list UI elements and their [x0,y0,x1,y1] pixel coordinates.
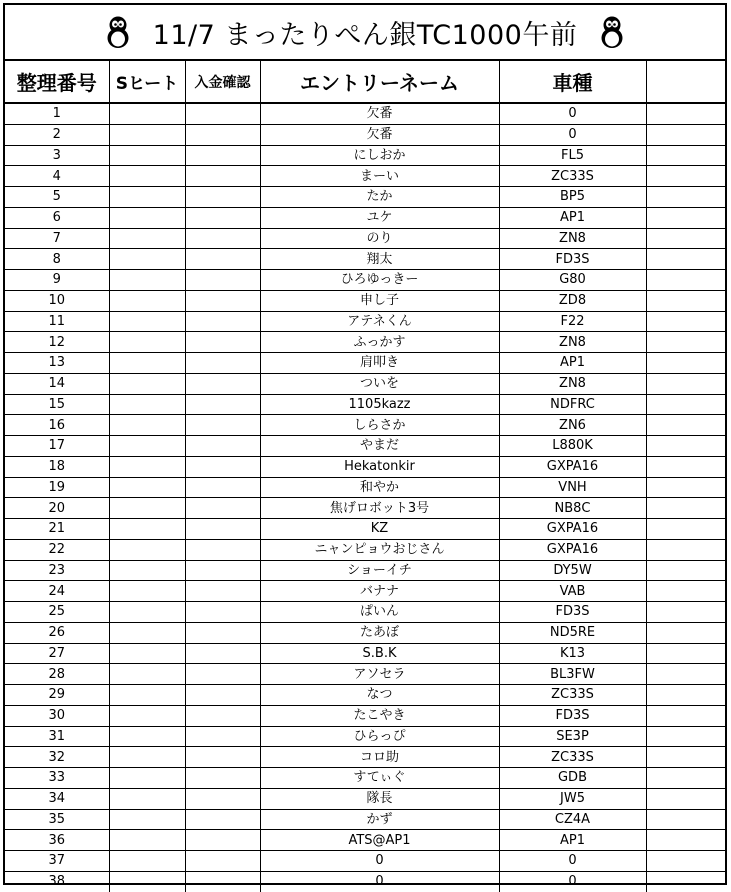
cell-s-heat [109,270,185,291]
cell-number: 21 [5,519,109,540]
cell-payment [185,415,260,436]
cell-car: G80 [499,270,646,291]
cell-s-heat [109,560,185,581]
cell-s-heat [109,166,185,187]
cell-entry-name: かず [260,809,499,830]
cell-number: 26 [5,622,109,643]
cell-number: 18 [5,456,109,477]
cell-s-heat [109,187,185,208]
cell-s-heat [109,145,185,166]
cell-car: 0 [499,851,646,872]
cell-car: FL5 [499,145,646,166]
table-row [5,539,725,560]
cell-payment [185,519,260,540]
cell-payment [185,768,260,789]
cell-s-heat [109,643,185,664]
table-row [5,498,725,519]
cell-payment [185,290,260,311]
cell-entry-name: 和やか [260,477,499,498]
table-row [5,602,725,623]
cell-car: AP1 [499,830,646,851]
cell-payment [185,788,260,809]
cell-entry-name: 申し子 [260,290,499,311]
cell-entry-name: ユケ [260,207,499,228]
cell-car: FD3S [499,602,646,623]
cell-extra [646,249,725,270]
cell-entry-name: ぱいん [260,602,499,623]
cell-entry-name: 肩叩き [260,353,499,374]
table-row [5,332,725,353]
cell-car: 0 [499,124,646,145]
col-header-extra [646,61,725,103]
cell-s-heat [109,705,185,726]
col-header-car: 車種 [499,61,646,103]
cell-s-heat [109,830,185,851]
cell-car: F22 [499,311,646,332]
cell-s-heat [109,415,185,436]
cell-extra [646,830,725,851]
cell-number: 10 [5,290,109,311]
cell-entry-name: のり [260,228,499,249]
cell-payment [185,249,260,270]
cell-payment [185,166,260,187]
cell-extra [646,664,725,685]
cell-entry-name: 翔太 [260,249,499,270]
cell-car: ZC33S [499,685,646,706]
cell-car: VNH [499,477,646,498]
col-header-payment: 入金確認 [185,61,260,103]
cell-extra [646,871,725,891]
table-row [5,477,725,498]
cell-extra [646,436,725,457]
table-row [5,560,725,581]
cell-car: ZC33S [499,166,646,187]
cell-entry-name: 焦げロボット3号 [260,498,499,519]
cell-s-heat [109,353,185,374]
cell-entry-name: ショーイチ [260,560,499,581]
cell-car: SE3P [499,726,646,747]
table-row [5,788,725,809]
cell-car: GXPA16 [499,456,646,477]
cell-entry-name: Hekatonkir [260,456,499,477]
cell-extra [646,415,725,436]
cell-number: 8 [5,249,109,270]
cell-number: 13 [5,353,109,374]
cell-number: 9 [5,270,109,291]
cell-payment [185,436,260,457]
cell-s-heat [109,602,185,623]
cell-number: 16 [5,415,109,436]
table-row [5,394,725,415]
cell-extra [646,851,725,872]
cell-number: 22 [5,539,109,560]
cell-s-heat [109,851,185,872]
table-row [5,685,725,706]
cell-car: AP1 [499,353,646,374]
cell-number: 17 [5,436,109,457]
cell-number: 35 [5,809,109,830]
cell-payment [185,871,260,891]
cell-payment [185,145,260,166]
cell-payment [185,809,260,830]
cell-car: 0 [499,871,646,891]
cell-extra [646,581,725,602]
table-row [5,145,725,166]
table-row [5,270,725,291]
cell-s-heat [109,207,185,228]
cell-s-heat [109,788,185,809]
cell-s-heat [109,332,185,353]
cell-number: 1 [5,103,109,124]
cell-s-heat [109,664,185,685]
cell-number: 33 [5,768,109,789]
cell-s-heat [109,747,185,768]
cell-entry-name: すてぃぐ [260,768,499,789]
cell-number: 23 [5,560,109,581]
col-header-s-heat: Sヒート [109,61,185,103]
cell-s-heat [109,373,185,394]
cell-number: 4 [5,166,109,187]
cell-entry-name: ついを [260,373,499,394]
cell-s-heat [109,394,185,415]
cell-payment [185,726,260,747]
title-bar [5,5,725,61]
cell-entry-name: やまだ [260,436,499,457]
cell-entry-name: KZ [260,519,499,540]
cell-payment [185,187,260,208]
cell-entry-name: 欠番 [260,103,499,124]
cell-entry-name: S.B.K [260,643,499,664]
cell-extra [646,622,725,643]
cell-payment [185,124,260,145]
cell-number: 3 [5,145,109,166]
cell-payment [185,228,260,249]
cell-entry-name: まーい [260,166,499,187]
col-header-entry-name: エントリーネーム [260,61,499,103]
cell-car: GXPA16 [499,539,646,560]
cell-s-heat [109,768,185,789]
table-row [5,519,725,540]
cell-number: 36 [5,830,109,851]
cell-entry-name: なつ [260,685,499,706]
table-row [5,851,725,872]
cell-extra [646,809,725,830]
cell-s-heat [109,124,185,145]
cell-entry-name: 0 [260,851,499,872]
cell-number: 19 [5,477,109,498]
cell-number: 6 [5,207,109,228]
cell-extra [646,290,725,311]
cell-number: 14 [5,373,109,394]
cell-extra [646,726,725,747]
table-row [5,166,725,187]
cell-number: 20 [5,498,109,519]
cell-entry-name: 1105kazz [260,394,499,415]
entry-table [5,61,725,892]
cell-number: 15 [5,394,109,415]
col-header-number: 整理番号 [5,61,109,103]
cell-extra [646,747,725,768]
cell-entry-name: アソセラ [260,664,499,685]
cell-payment [185,685,260,706]
cell-car: ZN6 [499,415,646,436]
cell-entry-name: 0 [260,871,499,891]
cell-extra [646,705,725,726]
cell-entry-name: ニャンピョウおじさん [260,539,499,560]
cell-extra [646,187,725,208]
cell-number: 5 [5,187,109,208]
cell-s-heat [109,498,185,519]
cell-entry-name: コロ助 [260,747,499,768]
cell-number: 29 [5,685,109,706]
cell-car: K13 [499,643,646,664]
cell-s-heat [109,311,185,332]
cell-extra [646,519,725,540]
cell-payment [185,456,260,477]
cell-extra [646,332,725,353]
cell-s-heat [109,685,185,706]
cell-payment [185,643,260,664]
table-row [5,768,725,789]
table-row [5,747,725,768]
header-row [5,61,725,103]
cell-payment [185,560,260,581]
cell-number: 38 [5,871,109,891]
cell-entry-name: しらさか [260,415,499,436]
cell-payment [185,851,260,872]
cell-car: DY5W [499,560,646,581]
table-row [5,726,725,747]
cell-car: 0 [499,103,646,124]
cell-payment [185,394,260,415]
cell-entry-name: バナナ [260,581,499,602]
cell-car: FD3S [499,249,646,270]
cell-s-heat [109,456,185,477]
cell-payment [185,539,260,560]
cell-payment [185,664,260,685]
cell-entry-name: たこやき [260,705,499,726]
cell-car: GDB [499,768,646,789]
cell-s-heat [109,809,185,830]
cell-extra [646,643,725,664]
cell-number: 24 [5,581,109,602]
table-row [5,436,725,457]
cell-entry-name: 隊長 [260,788,499,809]
cell-s-heat [109,519,185,540]
cell-s-heat [109,581,185,602]
cell-extra [646,477,725,498]
cell-car: ND5RE [499,622,646,643]
table-row [5,124,725,145]
cell-payment [185,332,260,353]
page-title: 11/7 まったりぺん銀TC1000午前 [152,19,578,51]
cell-payment [185,498,260,519]
cell-entry-name: ATS@AP1 [260,830,499,851]
cell-s-heat [109,871,185,891]
table-row [5,207,725,228]
cell-extra [646,228,725,249]
cell-payment [185,311,260,332]
cell-s-heat [109,539,185,560]
cell-car: VAB [499,581,646,602]
cell-extra [646,373,725,394]
cell-extra [646,311,725,332]
cell-extra [646,456,725,477]
cell-payment [185,103,260,124]
cell-extra [646,145,725,166]
cell-payment [185,373,260,394]
cell-entry-name: アテネくん [260,311,499,332]
cell-s-heat [109,228,185,249]
cell-extra [646,560,725,581]
cell-s-heat [109,436,185,457]
table-row [5,809,725,830]
cell-s-heat [109,103,185,124]
table-row [5,103,725,124]
cell-number: 12 [5,332,109,353]
cell-extra [646,768,725,789]
cell-extra [646,166,725,187]
cell-number: 27 [5,643,109,664]
cell-extra [646,394,725,415]
cell-entry-name: ひらっぴ [260,726,499,747]
cell-payment [185,705,260,726]
table-row [5,581,725,602]
cell-number: 37 [5,851,109,872]
cell-car: L880K [499,436,646,457]
cell-number: 11 [5,311,109,332]
cell-extra [646,685,725,706]
table-row [5,353,725,374]
cell-entry-name: たあぼ [260,622,499,643]
cell-payment [185,353,260,374]
cell-payment [185,207,260,228]
entry-sheet [3,3,727,890]
cell-car: GXPA16 [499,519,646,540]
cell-car: ZN8 [499,228,646,249]
cell-extra [646,602,725,623]
cell-number: 30 [5,705,109,726]
table-row [5,664,725,685]
cell-payment [185,747,260,768]
cell-car: ZN8 [499,332,646,353]
cell-car: CZ4A [499,809,646,830]
table-row [5,871,725,891]
cell-payment [185,270,260,291]
cell-s-heat [109,622,185,643]
cell-entry-name: ひろゆっきー [260,270,499,291]
table-row [5,228,725,249]
cell-car: NB8C [499,498,646,519]
cell-extra [646,124,725,145]
table-row [5,643,725,664]
cell-extra [646,103,725,124]
cell-number: 34 [5,788,109,809]
table-row [5,705,725,726]
cell-payment [185,602,260,623]
cell-extra [646,788,725,809]
table-row [5,311,725,332]
penguin-icon [599,15,625,49]
table-row [5,415,725,436]
cell-entry-name: たか [260,187,499,208]
cell-car: BP5 [499,187,646,208]
cell-extra [646,207,725,228]
cell-s-heat [109,290,185,311]
cell-s-heat [109,477,185,498]
cell-extra [646,353,725,374]
cell-entry-name: にしおか [260,145,499,166]
cell-extra [646,270,725,291]
cell-payment [185,830,260,851]
cell-number: 31 [5,726,109,747]
cell-car: NDFRC [499,394,646,415]
cell-payment [185,477,260,498]
table-row [5,290,725,311]
cell-number: 7 [5,228,109,249]
cell-number: 32 [5,747,109,768]
cell-car: BL3FW [499,664,646,685]
cell-extra [646,498,725,519]
cell-s-heat [109,726,185,747]
table-row [5,830,725,851]
penguin-icon [105,15,131,49]
cell-extra [646,539,725,560]
cell-car: FD3S [499,705,646,726]
table-row [5,373,725,394]
cell-number: 25 [5,602,109,623]
cell-entry-name: ふっかす [260,332,499,353]
table-row [5,249,725,270]
cell-car: ZD8 [499,290,646,311]
cell-entry-name: 欠番 [260,124,499,145]
cell-number: 2 [5,124,109,145]
table-row [5,456,725,477]
table-row [5,622,725,643]
table-row [5,187,725,208]
cell-payment [185,622,260,643]
cell-car: ZC33S [499,747,646,768]
cell-number: 28 [5,664,109,685]
cell-car: JW5 [499,788,646,809]
cell-payment [185,581,260,602]
cell-s-heat [109,249,185,270]
cell-car: ZN8 [499,373,646,394]
cell-car: AP1 [499,207,646,228]
